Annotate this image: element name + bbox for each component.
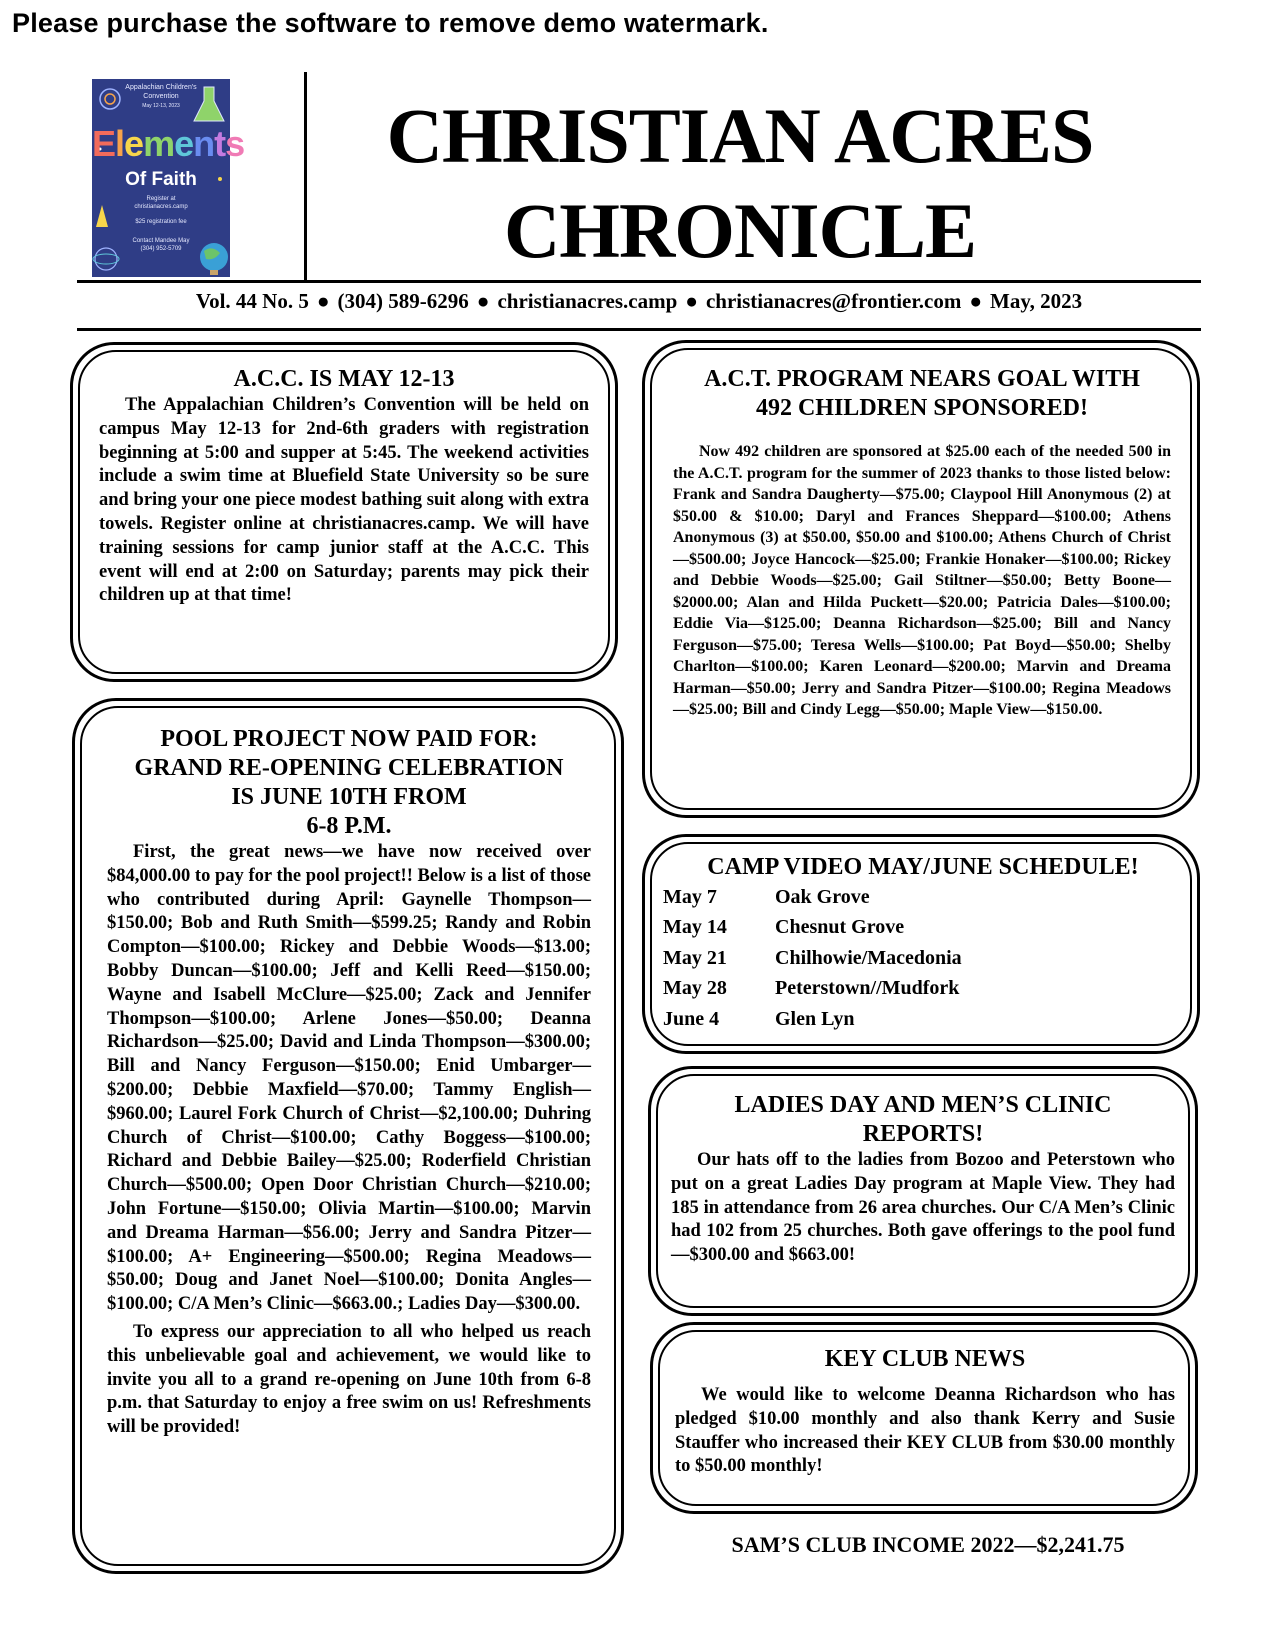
schedule-row: [663, 974, 1183, 1005]
act-article-box: [642, 340, 1200, 818]
pool-heading: [107, 725, 591, 841]
title-line: CHRISTIAN ACRES: [386, 92, 1094, 179]
ladies-heading: [671, 1091, 1175, 1149]
schedule-date: May 14: [663, 916, 727, 939]
flyer-letter: s: [225, 123, 245, 164]
key-body: We would like to welcome Deanna Richardson who has pledged $10.00 monthly and also thank Kerry and Susie Stauffer who increased their KEY CLUB from $30.00 monthly to $50.00 monthly!: [675, 1385, 1175, 1477]
flyer-word-elements: [92, 123, 245, 164]
flyer-letter: e: [124, 123, 144, 164]
pool-donor-list: First, the great news—we have now received over $84,000.00 to pay for the pool project!! Below is a list of those who contributed during April: Gaynelle Thompson—$150.00; Bob and Ruth Smith—$599.25; Randy and Robin Compton—$100.00; Rickey and Debbie Woods—$13.00; Bobby Duncan—$100.00; Jeff and Kelli Reed—$150.00; Wayne and Isabell McClure—$25.00; Zack and Jennifer Thompson—$100.00; Arlene Jones—$50.00; Deanna Richardson—$25.00; David and Linda Thompson—$300.00; Bill and Nancy Ferguson—$150.00; Enid Umbarger—$200.00; Debbie Maxfield—$70.00; Tammy English—$960.00; Laurel Fork Church of Christ—$2,100.00; Duhring Church of Christ—$100.00; Cathy Boggess—$100.00; Richard and Debbie Bailey—$25.00; Roderfield Christian Church—$500.00; Open Door Christian Church—$210.00; John Fortune—$150.00; Olivia Martin—$100.00; Marvin and Dreama Harman—$56.00; Jerry and Sandra Pitzer—$100.00; A+ Engineering—$500.00; Regina Meadows—$50.00; Doug and Janet Noel—$100.00; Donita Angles—$100.00; C/A Men’s Clinic—$663.00.; Ladies Day—$300.00.: [107, 842, 591, 1315]
schedule-date: May 7: [663, 885, 717, 908]
issue-date: May, 2023: [990, 289, 1083, 313]
flyer-letter: t: [214, 123, 226, 164]
pool-article-box: [72, 698, 624, 1574]
heading-line: LADIES DAY AND MEN’S CLINIC: [734, 1092, 1112, 1118]
newsletter-title: [320, 88, 1160, 278]
masthead-rule-bottom: [77, 328, 1201, 331]
acc-body: The Appalachian Children’s Convention will be held on campus May 12-13 for 2nd-6th graders with registration beginning at 5:00 and supper at 5:45. The weekend activities include a swim time at Bluefield State University so be sure and bring your one piece modest bathing suit along with extra towels. Register online at christianacres.camp. We will have training sessions for camp junior staff at the A.C.C. This event will end at 2:00 on Saturday; parents may pick their children up at that time!: [99, 395, 589, 606]
flyer-contact: [92, 237, 230, 253]
bullet-separator: ●: [685, 289, 698, 313]
act-heading: [673, 365, 1171, 423]
schedule-row: [663, 882, 1183, 913]
flyer-letter: e: [174, 123, 194, 164]
flyer-register: [92, 195, 230, 211]
heading-line: POOL PROJECT NOW PAID FOR:: [160, 726, 538, 752]
pool-invitation: To express our appreciation to all who helped us reach this unbelievable goal and achievement, we would like to invite you all to a grand re-opening on June 10th from 6-8 p.m. that Saturday to enjoy a free swim on us! Refreshments will be provided!: [107, 1321, 591, 1438]
flyer-subtitle: Of Faith: [125, 169, 197, 190]
flyer-letter: m: [143, 123, 175, 164]
bullet-separator: ●: [476, 289, 490, 313]
masthead-rule-top: [77, 280, 1201, 283]
schedule-date: June 4: [663, 1007, 720, 1030]
flyer-letter: E: [92, 123, 116, 164]
masthead-divider: [304, 72, 307, 280]
email-address: christianacres@frontier.com: [705, 289, 962, 313]
flyer-letter: l: [115, 123, 125, 164]
bullet-separator: ●: [969, 289, 982, 313]
act-sponsor-list: Now 492 children are sponsored at $25.00 each of the needed 500 in the A.C.T. program for the summer of 2023 thanks to those listed below: Frank and Sandra Daugherty—$75.00; Claypool Hill Anonymous (2) at $50.00 & $10.00; Daryl and Frances Sheppard—$100.00; Athens Anonymous (3) at $50.00, $50.00 and $100.00; Athens Church of Christ—$500.00; Joyce Hancock—$25.00; Frankie Honaker—$100.00; Rickey and Debbie Woods—$25.00; Gail Stiltner—$50.00; Betty Boone—$2000.00; Alan and Hilda Puckett—$20.00; Patricia Dales—$100.00; Eddie Via—$125.00; Deanna Richardson—$25.00; Bill and Nancy Ferguson—$75.00; Teresa Wells—$100.00; Pat Boyd—$50.00; Shelby Charlton—$100.00; Karen Leonard—$200.00; Marvin and Dreama Harman—$50.00; Jerry and Sandra Pitzer—$100.00; Regina Meadows—$25.00; Bill and Cindy Legg—$50.00; Maple View—$150.00.: [673, 443, 1171, 718]
schedule-date: May 21: [663, 946, 727, 969]
schedule-row: [663, 943, 1183, 974]
heading-line: 6-8 P.M.: [306, 813, 392, 839]
key-heading: KEY CLUB NEWS: [824, 1346, 1026, 1372]
heading-line: IS JUNE 10TH FROM: [231, 784, 467, 810]
flyer-letter: n: [193, 123, 215, 164]
flyer-line: christianacres.camp: [134, 204, 188, 210]
schedule-row: [663, 1004, 1183, 1035]
acc-heading: A.C.C. IS MAY 12-13: [233, 366, 455, 392]
flyer-line: Contact Mandee May: [132, 238, 190, 244]
acc-article-box: [70, 342, 618, 682]
flyer-line: Register at: [146, 196, 176, 202]
schedule-place: Glen Lyn: [775, 1007, 855, 1030]
elements-of-faith-flyer: [92, 79, 245, 277]
schedule-place: Oak Grove: [775, 885, 870, 908]
ladies-body: Our hats off to the ladies from Bozoo and Peterstown who put on a great Ladies Day program at Maple View. They had 185 in attendance from 26 area churches. Our C/A Men’s Clinic had 102 from 25 churches. Both gave offerings to the pool fund—$300.00 and $663.00!: [671, 1150, 1175, 1266]
demo-watermark: Please purchase the software to remove demo watermark.: [12, 8, 769, 38]
schedule-date: May 28: [663, 977, 727, 1000]
camp-video-schedule-box: [642, 834, 1200, 1054]
phone-number: (304) 589-6296: [337, 289, 469, 313]
video-schedule: [663, 882, 1183, 1035]
heading-line: A.C.T. PROGRAM NEARS GOAL WITH: [704, 366, 1140, 392]
schedule-place: Peterstown//Mudfork: [775, 977, 960, 1000]
flyer-top-text: [92, 83, 230, 101]
title-line: CHRONICLE: [503, 187, 977, 274]
video-heading: CAMP VIDEO MAY/JUNE SCHEDULE!: [707, 854, 1139, 880]
flyer-line: (304) 952-5709: [140, 246, 182, 252]
flyer-line: Appalachian Children's: [125, 84, 197, 91]
flyer-dates: May 12-13, 2023: [142, 103, 180, 109]
masthead-info-line: [77, 289, 1201, 314]
schedule-place: Chesnut Grove: [775, 916, 905, 939]
ladies-day-box: [648, 1066, 1198, 1316]
flyer-line: Convention: [143, 93, 179, 100]
website: christianacres.camp: [497, 289, 678, 313]
volume-number: Vol. 44 No. 5: [195, 289, 309, 313]
schedule-place: Chilhowie/Macedonia: [775, 946, 962, 969]
bullet-separator: ●: [316, 289, 330, 313]
sams-club-income: SAM’S CLUB INCOME 2022—$2,241.75: [731, 1532, 1125, 1557]
heading-line: 492 CHILDREN SPONSORED!: [755, 395, 1089, 421]
heading-line: GRAND RE-OPENING CELEBRATION: [134, 755, 564, 781]
schedule-row: [663, 913, 1183, 944]
key-club-box: [650, 1322, 1198, 1514]
heading-line: REPORTS!: [862, 1121, 984, 1147]
flyer-fee: $25 registration fee: [135, 219, 187, 225]
